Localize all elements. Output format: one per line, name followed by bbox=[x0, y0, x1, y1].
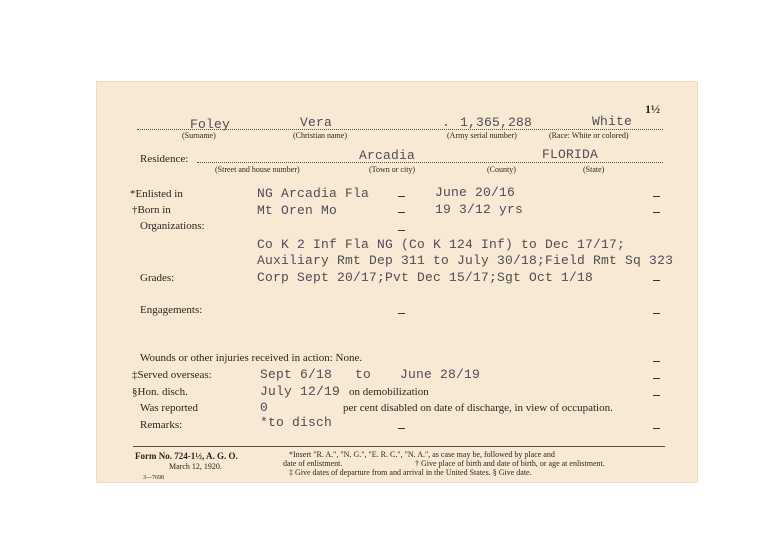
enlisted-place-value: NG Arcadia Fla bbox=[257, 186, 370, 201]
born-dash-2 bbox=[653, 212, 660, 213]
print-code: 3—7698 bbox=[143, 475, 164, 481]
engagements-dash-1 bbox=[398, 313, 405, 314]
residence-label: Residence: bbox=[140, 153, 189, 165]
footnote-1: *Insert "R. A.", "N. G.", "E. R. C.", "N. A.", as case may be, followed by place and bbox=[289, 450, 555, 459]
residence-town-value: Arcadia bbox=[359, 148, 416, 163]
christian-name-value: Vera bbox=[300, 115, 333, 130]
corner-number: 1½ bbox=[645, 102, 660, 116]
town-label: (Town or city) bbox=[369, 165, 416, 174]
footer-rule bbox=[133, 446, 665, 447]
race-value: White bbox=[592, 114, 633, 129]
grades-dash bbox=[653, 280, 660, 281]
wounds-label: Wounds or other injuries received in action: None. bbox=[140, 352, 363, 364]
enlisted-dash-1 bbox=[398, 196, 405, 197]
race-label: (Race: White or colored) bbox=[549, 131, 629, 140]
born-dash-1 bbox=[398, 212, 405, 213]
serial-label: (Army serial number) bbox=[447, 131, 517, 140]
engagements-label: Engagements: bbox=[140, 304, 203, 316]
footnote-2: † Give place of birth and date of birth, or age at enlistment. bbox=[415, 459, 605, 468]
hon-disch-label: §Hon. disch. bbox=[132, 386, 188, 398]
reported-percent-value: 0 bbox=[260, 400, 269, 415]
reported-label: Was reported bbox=[140, 402, 199, 414]
footnote-3: ‡ Give dates of departure from and arrival in the United States. § Give date. bbox=[289, 468, 532, 477]
service-record-card bbox=[97, 82, 697, 482]
served-to-value: June 28/19 bbox=[400, 367, 481, 382]
wounds-dash bbox=[653, 361, 660, 362]
served-dash bbox=[653, 378, 660, 379]
organizations-line-2: Auxiliary Rmt Dep 311 to July 30/18;Field Rmt Sq 323 bbox=[257, 253, 674, 268]
remarks-dash-1 bbox=[398, 428, 405, 429]
surname-value: Foley bbox=[190, 117, 231, 132]
percent-disabled-text: per cent disabled on date of discharge, in view of occupation. bbox=[343, 402, 613, 414]
name-row-line bbox=[137, 129, 663, 130]
served-to-word: to bbox=[355, 367, 372, 382]
remarks-label: Remarks: bbox=[140, 419, 183, 431]
county-label: (County) bbox=[487, 165, 516, 174]
born-label: †Born in bbox=[132, 204, 171, 216]
grades-value: Corp Sept 20/17;Pvt Dec 15/17;Sgt Oct 1/18 bbox=[257, 270, 594, 285]
grades-label: Grades: bbox=[140, 272, 175, 284]
enlisted-date-value: June 20/16 bbox=[435, 185, 516, 200]
residence-line bbox=[197, 162, 663, 163]
enlisted-label: *Enlisted in bbox=[130, 188, 183, 200]
hon-disch-dash bbox=[653, 395, 660, 396]
organizations-line-1: Co K 2 Inf Fla NG (Co K 124 Inf) to Dec 17/17; bbox=[257, 237, 626, 252]
remarks-dash-2 bbox=[653, 428, 660, 429]
serial-number-value: 1,365,288 bbox=[460, 115, 533, 130]
organizations-dash bbox=[398, 230, 405, 231]
surname-label: (Surname) bbox=[182, 131, 216, 140]
demobilization-text: on demobilization bbox=[349, 386, 429, 398]
footnote-1-cont: date of enlistment. bbox=[283, 459, 343, 468]
organizations-label: Organizations: bbox=[140, 220, 205, 232]
born-age-value: 19 3/12 yrs bbox=[435, 202, 524, 217]
form-number: Form No. 724-1½, A. G. O. bbox=[135, 451, 238, 461]
served-from-value: Sept 6/18 bbox=[260, 367, 333, 382]
born-place-value: Mt Oren Mo bbox=[257, 203, 338, 218]
form-date: March 12, 1920. bbox=[169, 462, 222, 471]
state-label: (State) bbox=[583, 165, 605, 174]
hon-disch-date-value: July 12/19 bbox=[260, 384, 341, 399]
served-label: ‡Served overseas: bbox=[132, 369, 212, 381]
serial-dot: . bbox=[442, 115, 451, 130]
engagements-dash-2 bbox=[653, 313, 660, 314]
christian-name-label: (Christian name) bbox=[293, 131, 347, 140]
residence-state-value: FLORIDA bbox=[542, 147, 599, 162]
street-label: (Street and house number) bbox=[215, 165, 300, 174]
remarks-value: *to disch bbox=[260, 415, 333, 430]
enlisted-dash-2 bbox=[653, 196, 660, 197]
